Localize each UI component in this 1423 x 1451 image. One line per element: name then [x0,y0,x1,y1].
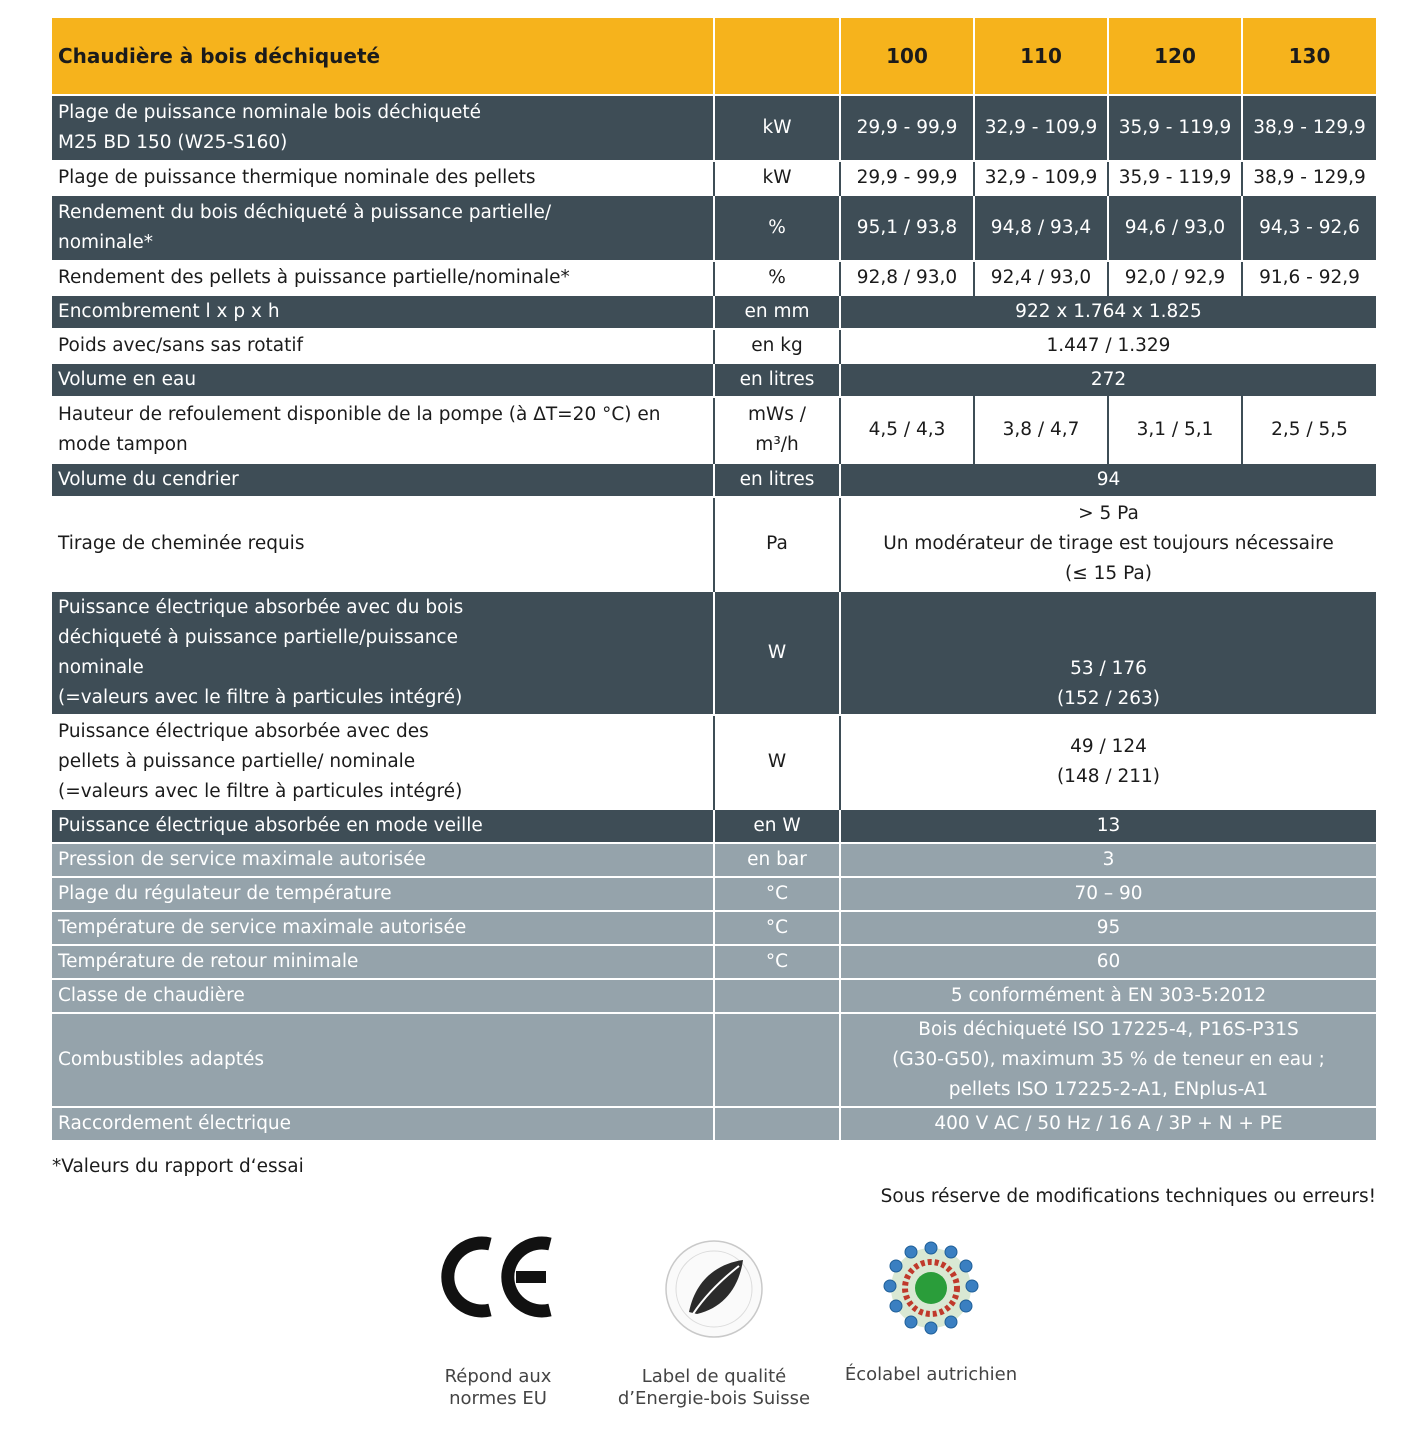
logo-caption: Label de qualité [641,1366,787,1387]
row-label [52,1013,714,1107]
value-cell: 92,0 / 92,9 [1108,261,1242,295]
row-label [52,497,714,591]
logo-caption: Écolabel autrichien [844,1364,1018,1385]
text-line: 49 / 124 [1070,736,1147,757]
value-cell [840,715,1376,809]
row-label [52,979,714,1013]
value-cell: 4,5 / 4,3 [840,397,974,463]
logo-caption: d’Energie-bois Suisse [617,1388,811,1409]
text-line: 94 [1096,469,1121,490]
text-line: M25 BD 150 (W25-S160) [58,132,288,153]
value-cell [840,295,1376,329]
value-cell [840,809,1376,843]
text-line: Bois déchiqueté ISO 17225-4, P16S-P31S [918,1019,1299,1040]
row-label [52,161,714,195]
model-header: 110 [974,18,1108,95]
row-label [52,363,714,397]
disclaimer: Sous réserve de modifications techniques ou erreurs! [880,1186,1376,1207]
value-cell [840,945,1376,979]
text-line: 53 / 176 [1070,658,1147,679]
table-row [52,591,1376,715]
value-cell: 94,3 - 92,6 [1242,195,1376,261]
text-line: Température de service maximale autorisée [58,917,467,938]
table-row [52,363,1376,397]
text-line: (148 / 211) [1056,766,1161,787]
row-label [52,591,714,715]
row-label [52,261,714,295]
value-cell [840,843,1376,877]
table-row [52,877,1376,911]
row-unit [714,397,840,463]
text-line: (G30-G50), maximum 35 % de teneur en eau ; [892,1049,1325,1070]
text-line: 3 [1102,849,1115,870]
value-cell [840,911,1376,945]
text-line: Encombrement l x p x h [58,301,280,322]
text-line: Rendement du bois déchiqueté à puissance partielle/ [58,202,552,223]
row-unit: % [714,261,840,295]
text-line: 70 – 90 [1074,883,1143,904]
table-row [52,195,1376,261]
model-header: 100 [840,18,974,95]
text-line: 13 [1096,815,1121,836]
value-cell [840,497,1376,591]
austrian-ecolabel-icon [876,1238,986,1338]
row-unit: °C [714,877,840,911]
spec-table-container [52,18,1376,1142]
row-unit: W [714,715,840,809]
value-cell [840,877,1376,911]
table-row [52,95,1376,161]
row-unit [714,979,840,1013]
row-unit: en mm [714,295,840,329]
value-cell: 38,9 - 129,9 [1242,95,1376,161]
value-cell: 2,5 / 5,5 [1242,397,1376,463]
table-row [52,843,1376,877]
text-line: Pression de service maximale autorisée [58,849,426,870]
row-label [52,295,714,329]
text-line: Tirage de cheminée requis [58,533,305,554]
row-label [52,95,714,161]
text-line: 400 V AC / 50 Hz / 16 A / 3P + N + PE [934,1113,1283,1134]
text-line: 1.447 / 1.329 [1046,335,1171,356]
table-row [52,979,1376,1013]
row-unit: en litres [714,463,840,497]
table-row [52,911,1376,945]
text-line: nominale* [58,232,154,253]
ce-mark-icon [438,1232,558,1322]
table-row [52,329,1376,363]
text-line: Volume du cendrier [58,469,239,490]
model-header: 130 [1242,18,1376,95]
spec-table [52,18,1376,1142]
value-cell: 92,8 / 93,0 [840,261,974,295]
text-line: Raccordement électrique [58,1113,292,1134]
text-line: (=valeurs avec le filtre à particules intégré) [58,687,463,708]
logo-caption: normes EU [449,1388,547,1409]
text-line: > 5 Pa [1078,503,1139,524]
row-unit [714,1107,840,1141]
row-label [52,397,714,463]
text-line: pellets à puissance partielle/ nominale [58,751,416,772]
row-label [52,877,714,911]
table-row [52,295,1376,329]
value-cell [840,1013,1376,1107]
row-unit: en bar [714,843,840,877]
value-cell [840,1107,1376,1141]
value-cell: 29,9 - 99,9 [840,95,974,161]
table-row [52,945,1376,979]
text-line: Puissance électrique absorbée avec du bois [58,597,464,618]
value-cell: 29,9 - 99,9 [840,161,974,195]
unit-header [714,18,840,95]
table-row [52,497,1376,591]
text-line: mode tampon [58,434,188,455]
table-row [52,161,1376,195]
value-cell: 32,9 - 109,9 [974,95,1108,161]
row-label [52,945,714,979]
row-label [52,911,714,945]
value-cell: 95,1 / 93,8 [840,195,974,261]
text-line: 272 [1090,369,1127,390]
row-unit: °C [714,945,840,979]
row-unit: en litres [714,363,840,397]
text-line: nominale [58,657,144,678]
table-row [52,715,1376,809]
logo-ce [428,1232,568,1410]
row-unit: kW [714,95,840,161]
value-cell [840,591,1376,715]
text-line: Puissance électrique absorbée en mode veille [58,815,483,836]
row-label [52,1107,714,1141]
row-unit: Pa [714,497,840,591]
logo-energie-bois [614,1234,814,1410]
text-line: 95 [1096,917,1121,938]
header-row [52,18,1376,95]
value-cell: 94,6 / 93,0 [1108,195,1242,261]
text-line: Puissance électrique absorbée avec des [58,721,429,742]
row-label [52,809,714,843]
value-cell [840,979,1376,1013]
table-row [52,1013,1376,1107]
text-line: (≤ 15 Pa) [1065,563,1152,584]
text-line: 922 x 1.764 x 1.825 [1015,301,1202,322]
value-cell [840,463,1376,497]
value-cell: 32,9 - 109,9 [974,161,1108,195]
value-cell: 38,9 - 129,9 [1242,161,1376,195]
footnote: *Valeurs du rapport d‘essai [52,1156,304,1177]
text-line: mWs / [747,404,807,425]
energie-bois-suisse-leaf-icon [659,1234,769,1344]
row-label [52,463,714,497]
table-row [52,809,1376,843]
table-row [52,261,1376,295]
value-cell: 3,1 / 5,1 [1108,397,1242,463]
table-row [52,463,1376,497]
value-cell [840,329,1376,363]
text-line: déchiqueté à puissance partielle/puissance [58,627,458,648]
logo-ecolabel [836,1238,1026,1386]
value-cell [840,363,1376,397]
row-label [52,715,714,809]
table-title: Chaudière à bois déchiqueté [52,18,714,95]
table-row [52,397,1376,463]
row-unit: % [714,195,840,261]
table-row [52,1107,1376,1141]
text-line: (152 / 263) [1056,688,1161,709]
row-unit: °C [714,911,840,945]
text-line: Plage du régulateur de température [58,883,392,904]
value-cell: 3,8 / 4,7 [974,397,1108,463]
text-line: Poids avec/sans sas rotatif [58,335,304,356]
text-line: Classe de chaudière [58,985,245,1006]
row-unit: en W [714,809,840,843]
text-line: 60 [1096,951,1121,972]
text-line: (=valeurs avec le filtre à particules intégré) [58,781,463,802]
text-line: Hauteur de refoulement disponible de la pompe (à ΔT=20 °C) en [58,404,661,425]
text-line: Volume en eau [58,369,197,390]
text-line: Plage de puissance thermique nominale des pellets [58,167,536,188]
row-label [52,843,714,877]
row-unit: en kg [714,329,840,363]
model-header: 120 [1108,18,1242,95]
text-line: Un modérateur de tirage est toujours nécessaire [883,533,1334,554]
value-cell: 91,6 - 92,9 [1242,261,1376,295]
row-unit [714,1013,840,1107]
text-line: Rendement des pellets à puissance partielle/nominale* [58,267,570,288]
text-line: pellets ISO 17225-2-A1, ENplus-A1 [948,1079,1269,1100]
value-cell: 35,9 - 119,9 [1108,161,1242,195]
logo-caption: Répond aux [444,1366,552,1387]
text-line: Température de retour minimale [58,951,359,972]
value-cell: 94,8 / 93,4 [974,195,1108,261]
text-line: m³/h [755,434,799,455]
row-label [52,195,714,261]
row-unit: W [714,591,840,715]
text-line: 5 conformément à EN 303-5:2012 [950,985,1267,1006]
text-line: Combustibles adaptés [58,1049,264,1070]
value-cell: 35,9 - 119,9 [1108,95,1242,161]
text-line: Plage de puissance nominale bois déchiqueté [58,102,482,123]
row-unit: kW [714,161,840,195]
value-cell: 92,4 / 93,0 [974,261,1108,295]
row-label [52,329,714,363]
